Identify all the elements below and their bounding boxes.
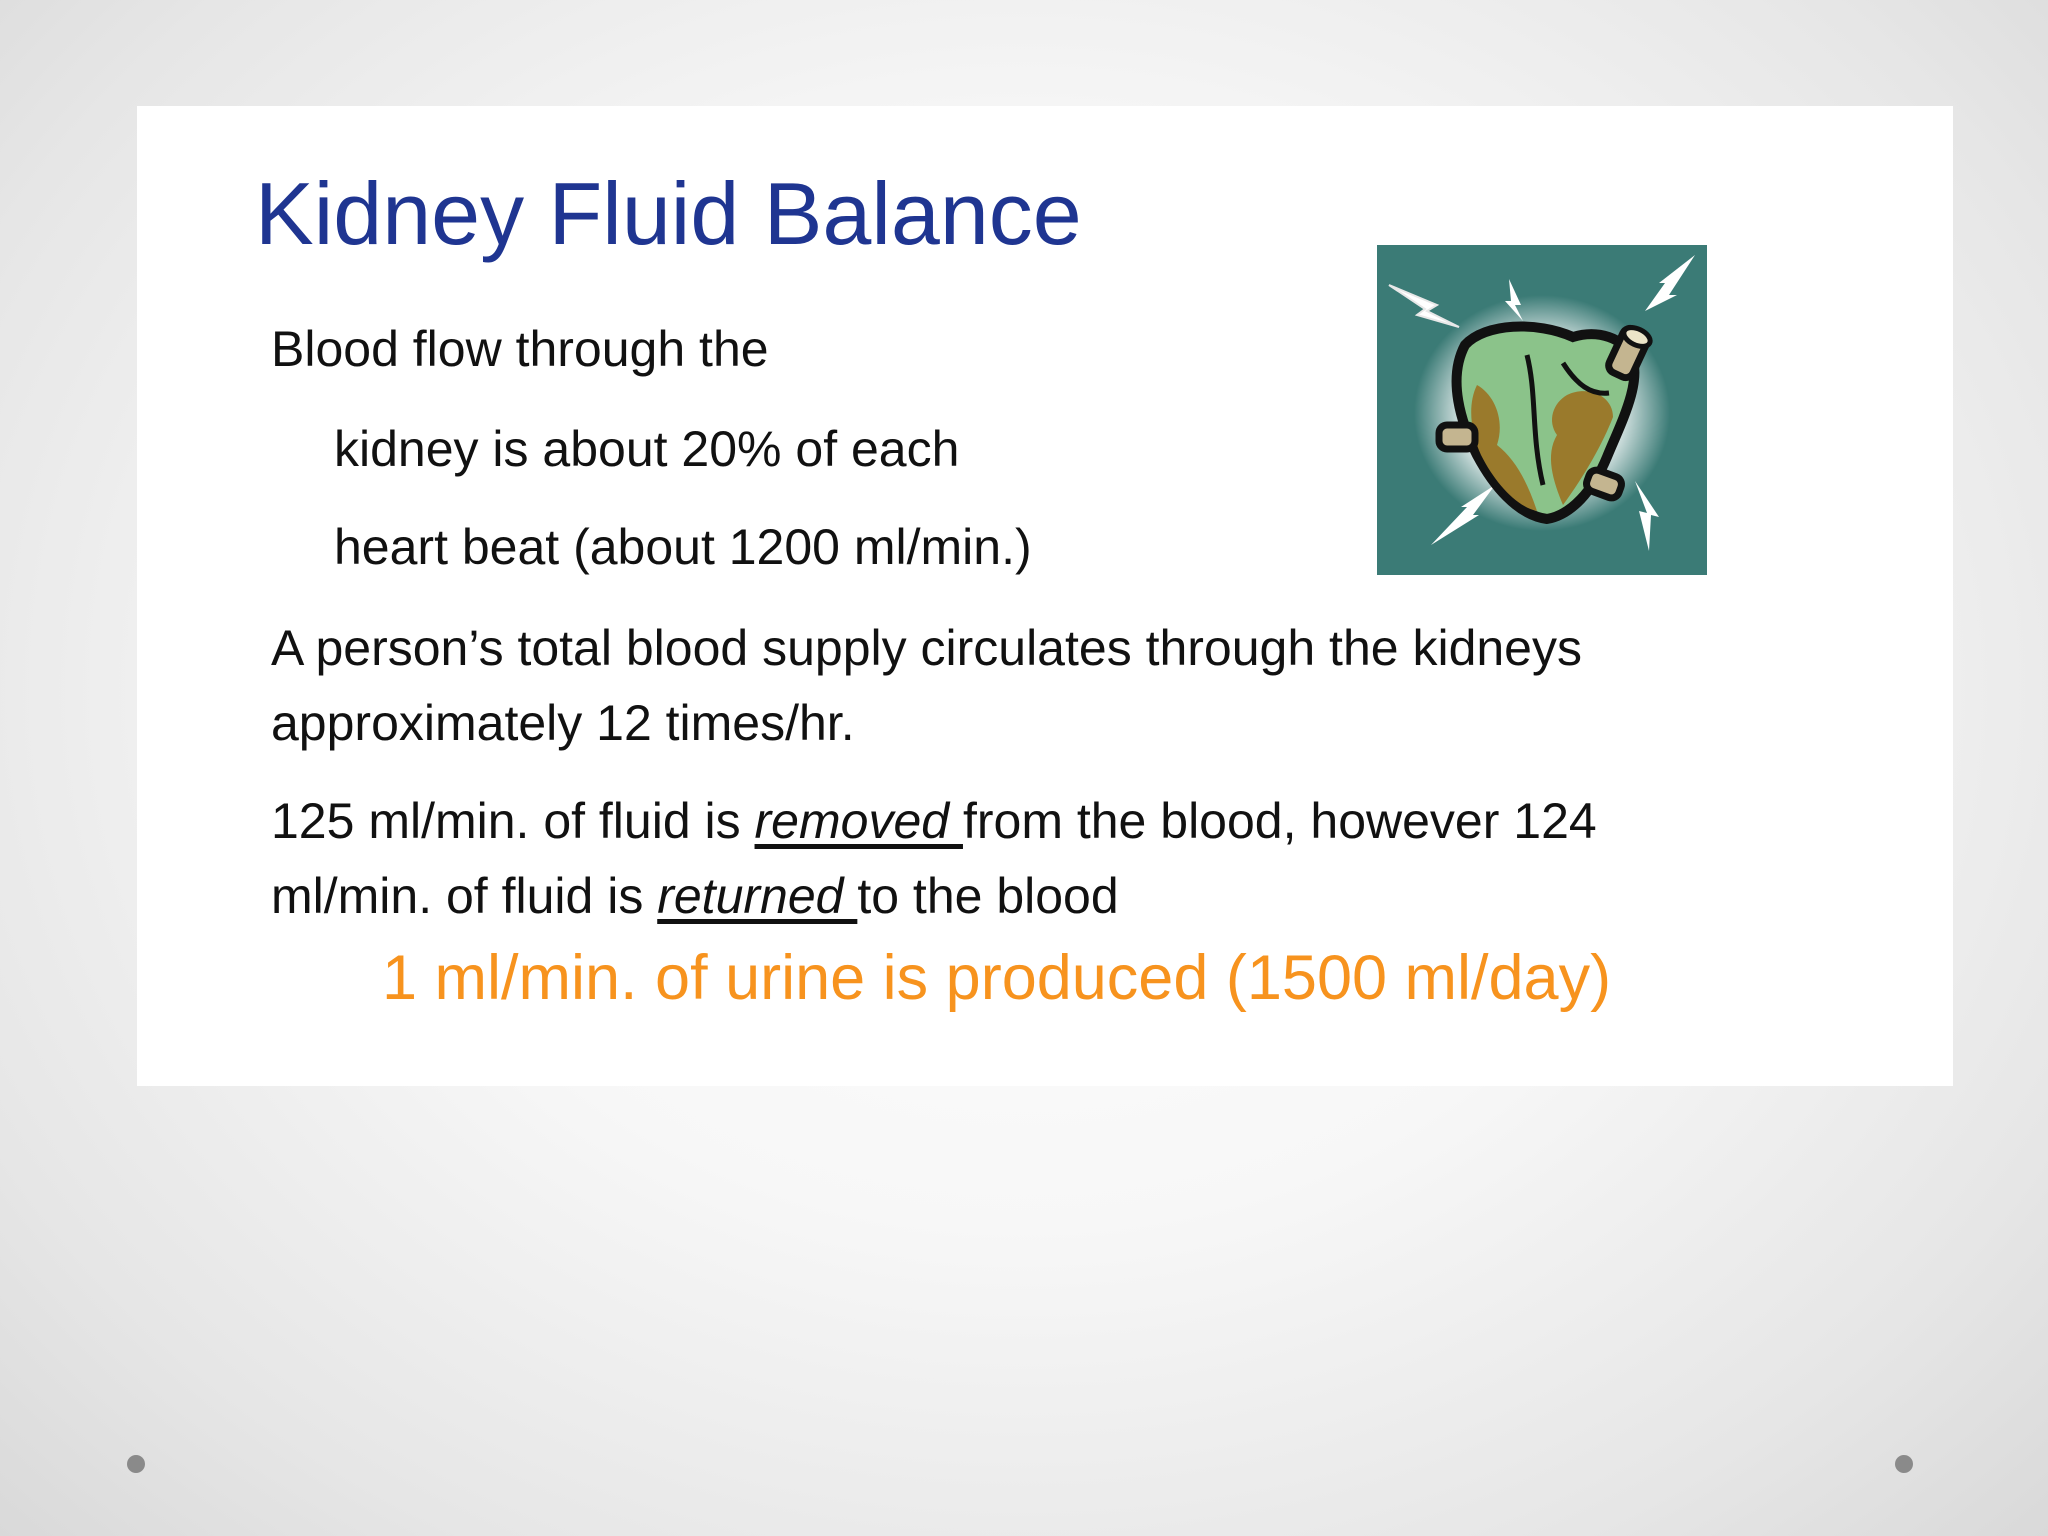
- fluid-text-removed-lead: 125 ml/min. of fluid is: [271, 793, 755, 849]
- paragraph-blood-flow-line-3: heart beat (about 1200 ml/min.): [334, 519, 1032, 575]
- fluid-text-returned-tail: to the blood: [857, 868, 1119, 924]
- paragraph-fluid-line-1: [271, 784, 1597, 859]
- fluid-text-returned-lead: ml/min. of fluid is: [271, 868, 658, 924]
- fluid-text-removed-tail: from the blood, however 124: [962, 793, 1597, 849]
- nav-dot-right-icon: [1895, 1455, 1913, 1473]
- returned-emphasis: returned: [657, 868, 858, 924]
- urine-highlight-text: 1 ml/min. of urine is produced (1500 ml/day): [382, 943, 1612, 1013]
- paragraph-blood-flow-line-2: kidney is about 20% of each: [334, 421, 960, 477]
- heart-clipart: [1377, 245, 1707, 575]
- slide-title: Kidney Fluid Balance: [255, 164, 1082, 263]
- paragraph-blood-flow-line-1: Blood flow through the: [271, 321, 769, 377]
- removed-emphasis: removed: [754, 793, 963, 849]
- paragraph-fluid-line-2: [271, 859, 1119, 934]
- nav-dot-left-icon: [127, 1455, 145, 1473]
- slide: [137, 106, 1953, 1086]
- heart-icon: [1377, 245, 1707, 575]
- paragraph-circulation-line-1: A person’s total blood supply circulates through the kidneys: [271, 620, 1582, 676]
- paragraph-circulation-line-2: approximately 12 times/hr.: [271, 695, 855, 751]
